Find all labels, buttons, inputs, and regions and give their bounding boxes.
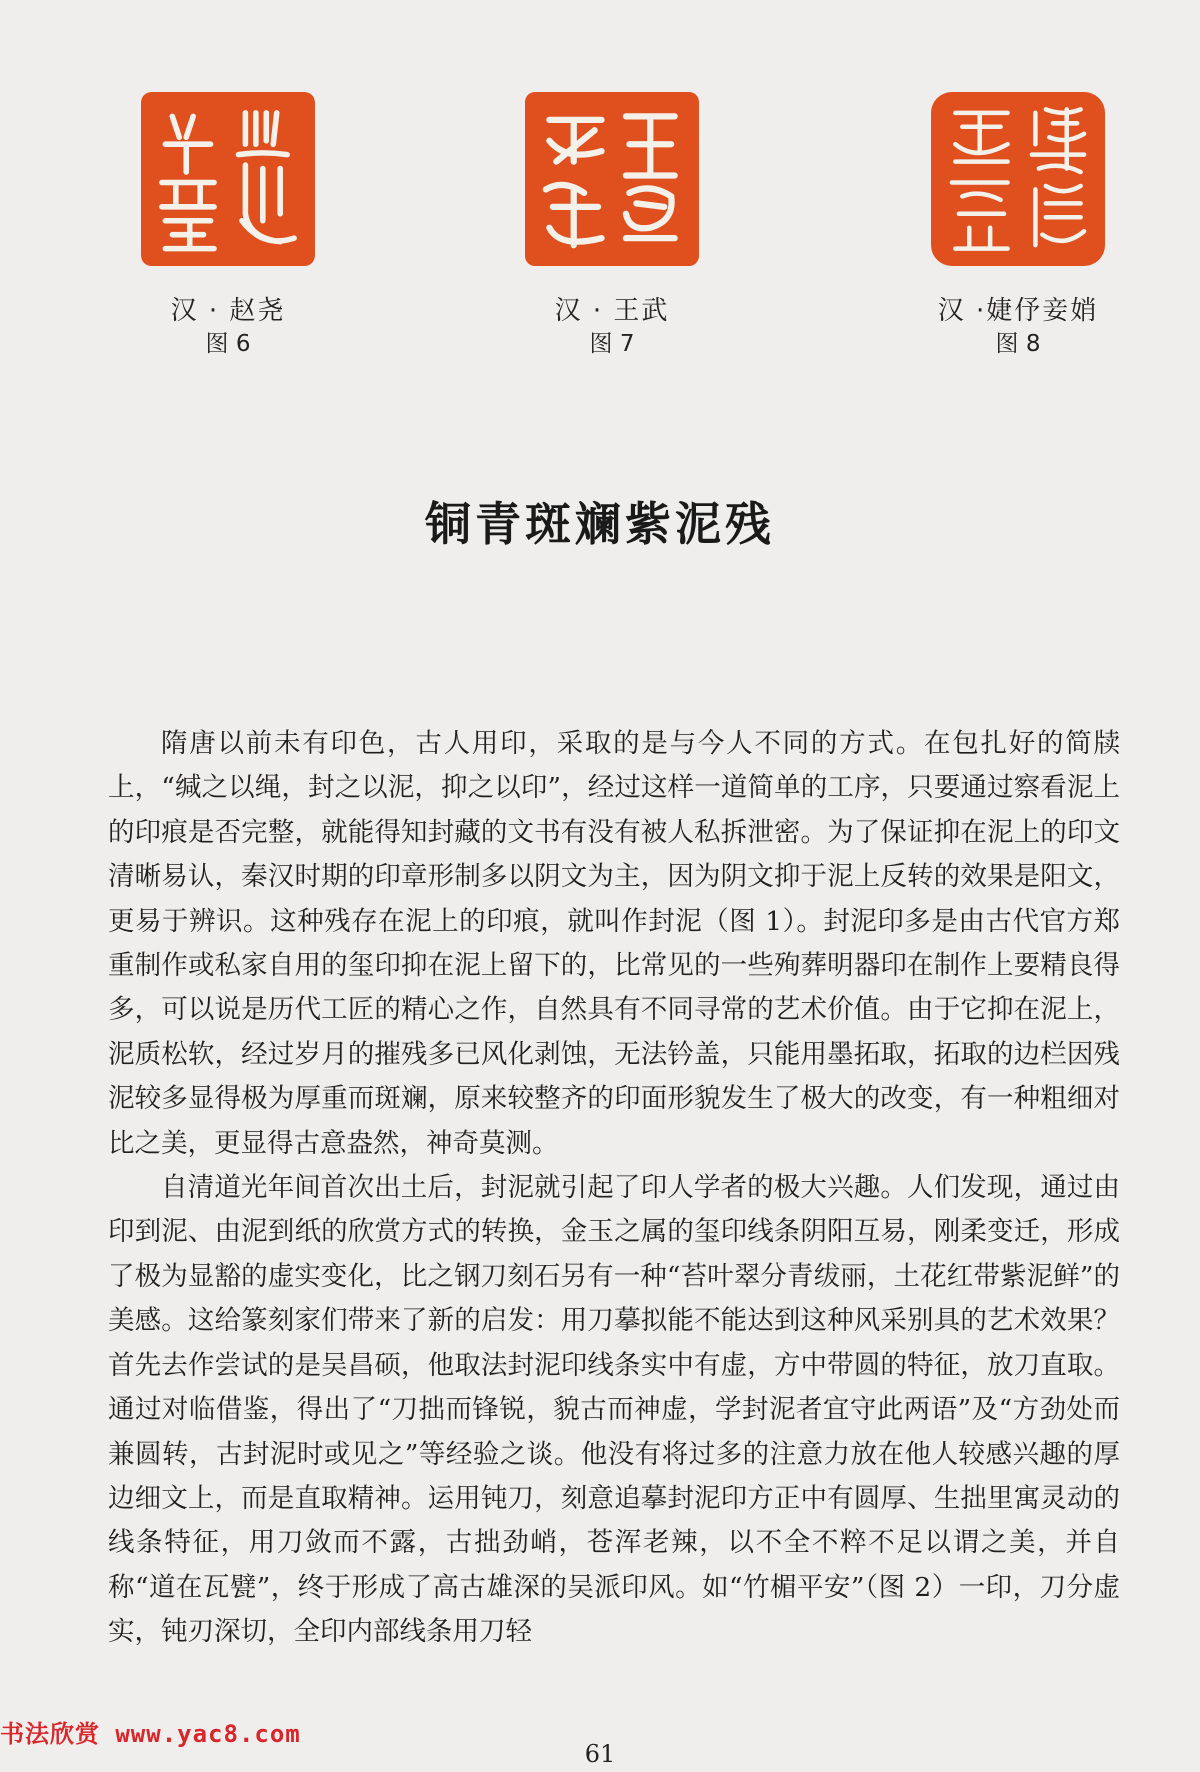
seal-caption: 汉 · 赵尧 xyxy=(170,296,286,326)
seal-caption: 汉 ·婕伃妾娋 xyxy=(937,296,1099,326)
watermark-url: www.yac8.com xyxy=(115,1720,301,1748)
figure-number: 图 7 xyxy=(589,331,635,357)
figure-number: 图 6 xyxy=(205,331,251,357)
article-paragraph: 自清道光年间首次出土后，封泥就引起了印人学者的极大兴趣。人们发现，通过由印到泥、由泥到纸的欣赏方式的转换，金玉之属的玺印线条阴阳互易，刚柔变迁，形成了极为显豁的虚实变化，比之钢刀刻石另有一种“苔叶翠分青绂丽，土花红带紫泥鲜”的美感。这给篆刻家们带来了新的启发：用刀摹拟能不能达到这种风采别具的艺术效果？首先去作尝试的是吴昌硕，他取法封泥印线条实中有虚，方中带圆的特征，放刀直取。通过对临借鉴，得出了“刀拙而锋锐，貌古而神虚，学封泥者宜守此两语”及“方劲处而兼圆转，古封泥时或见之”等经验之谈。他没有将过多的注意力放在他人较感兴趣的厚边细文上，而是直取精神。运用钝刀，刻意追摹封泥印方正中有圆厚、生拙里寓灵动的线条特征，用刀敛而不露，古拙劲峭，苍浑老辣，以不全不粹不足以谓之美，并自称“道在瓦甓”，终于形成了高古雄深的吴派印风。如“竹楣平安”（图 2）一印，刀分虚实，钝刃深切，全印内部线条用刀轻 xyxy=(108,1172,1120,1648)
page-number: 61 xyxy=(584,1740,616,1768)
article-paragraph: 隋唐以前未有印色，古人用印，采取的是与今人不同的方式。在包扎好的简牍上，“缄之以绳，封之以泥，抑之以印”，经过这样一道简单的工序，只要通过察看泥上的印痕是否完整，就能得知封藏的文书有没有被人私拆泄密。为了保证抑在泥上的印文清晰易认，秦汉时期的印章形制多以阴文为主，因为阴文抑于泥上反转的效果是阳文，更易于辨识。这种残存在泥上的印痕，就叫作封泥（图 1）。封泥印多是由古代官方郑重制作或私家自用的玺印抑在泥上留下的，比常见的一些殉葬明器印在制作上要精良得多，可以说是历代工匠的精心之作，自然具有不同寻常的艺术价值。由于它抑在泥上，泥质松软，经过岁月的摧残多已风化剥蚀，无法钤盖，只能用墨拓取，拓取的边栏因残泥较多显得极为厚重而斑斓，原来较整齐的印面形貌发生了极大的改变，有一种粗细对比之美，更显得古意盎然，神奇莫测。 xyxy=(108,728,1120,1159)
watermark-site-name: 书法欣赏 xyxy=(0,1720,100,1748)
seal-caption: 汉 · 王武 xyxy=(554,296,670,326)
seal-figure-8 xyxy=(888,92,1148,360)
seal-wang-wu-graphic xyxy=(525,92,699,266)
seal-image-wang-wu xyxy=(525,92,699,266)
article-title: 铜青斑斓紫泥残 xyxy=(425,497,775,551)
seal-image-zhao-yao xyxy=(141,92,315,266)
figure-number: 图 8 xyxy=(995,331,1041,357)
seal-image-jie-yu-qie-shao xyxy=(931,92,1105,266)
article-body xyxy=(108,722,1120,1655)
seal-zhao-yao-graphic xyxy=(141,92,315,266)
seal-figure-6 xyxy=(98,92,358,360)
seal-jie-yu-graphic xyxy=(931,92,1105,266)
seal-figure-7 xyxy=(482,92,742,360)
